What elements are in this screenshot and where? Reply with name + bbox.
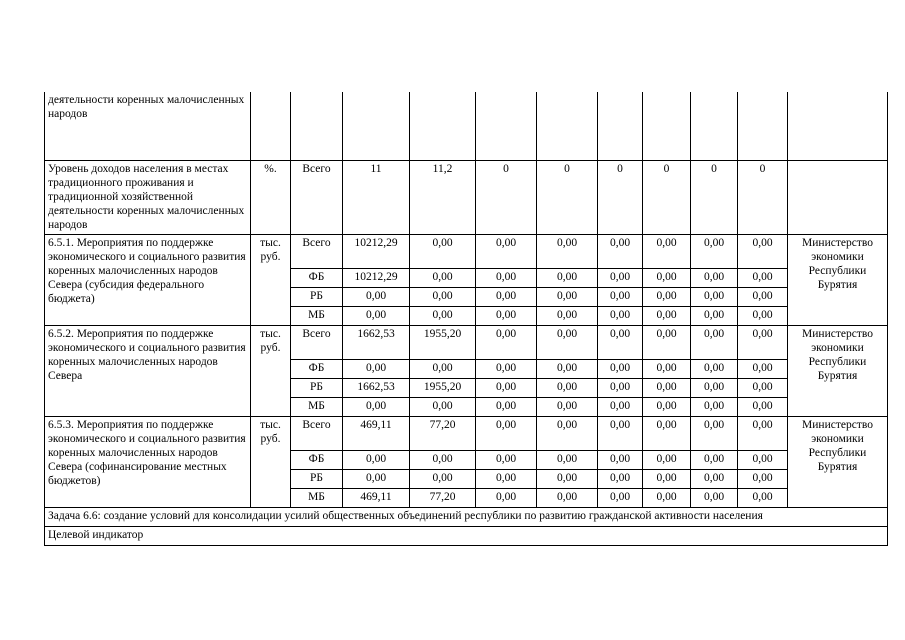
measure-value: 1955,20 — [410, 378, 476, 397]
funding-source: Всего — [291, 416, 343, 450]
measure-value: 0,00 — [598, 469, 643, 488]
indicator-value: 11,2 — [410, 160, 476, 234]
measure-value: 1662,53 — [343, 378, 410, 397]
measure-value: 469,11 — [343, 416, 410, 450]
measure-value: 0,00 — [598, 378, 643, 397]
measure-value: 0,00 — [537, 268, 598, 287]
measure-name: 6.5.3. Мероприятия по поддержке экономического и социального развития коренных малочисленных народов Севера (софинансирование местных бюджетов) — [45, 416, 251, 507]
measure-value: 0,00 — [643, 378, 691, 397]
measure-value: 0,00 — [691, 234, 738, 268]
measure-value: 0,00 — [598, 287, 643, 306]
funding-source: РБ — [291, 287, 343, 306]
measure-value: 0,00 — [476, 416, 537, 450]
measure-value: 0,00 — [738, 306, 788, 325]
measure-value: 0,00 — [691, 325, 738, 359]
measure-value: 0,00 — [643, 450, 691, 469]
measure-value: 0,00 — [738, 488, 788, 507]
measure-value: 0,00 — [598, 397, 643, 416]
measure-value: 10212,29 — [343, 268, 410, 287]
indicator-source: Всего — [291, 160, 343, 234]
measure-value: 0,00 — [343, 397, 410, 416]
measure-value: 0,00 — [537, 488, 598, 507]
indicator-name: Уровень доходов населения в местах традиционного проживания и традиционной хозяйственной деятельности коренных малочисленных народов — [45, 160, 251, 234]
measure-value: 0,00 — [476, 488, 537, 507]
measure-value: 0,00 — [691, 378, 738, 397]
measure-value: 0,00 — [643, 488, 691, 507]
measure-value: 0,00 — [537, 325, 598, 359]
measure-value: 77,20 — [410, 416, 476, 450]
measure-value: 0,00 — [537, 416, 598, 450]
measure-value: 0,00 — [691, 397, 738, 416]
funding-source: Всего — [291, 234, 343, 268]
measure-value: 77,20 — [410, 488, 476, 507]
measure-value: 0,00 — [738, 450, 788, 469]
measure-value: 0,00 — [643, 234, 691, 268]
measure-value: 0,00 — [643, 397, 691, 416]
measure-value: 0,00 — [476, 378, 537, 397]
measure-value: 469,11 — [343, 488, 410, 507]
measure-value: 0,00 — [691, 268, 738, 287]
measure-value: 0,00 — [537, 378, 598, 397]
measure-value: 0,00 — [738, 325, 788, 359]
measure-value: 0,00 — [537, 397, 598, 416]
measure-value: 0,00 — [343, 306, 410, 325]
measure-value: 10212,29 — [343, 234, 410, 268]
program-table — [44, 92, 888, 546]
measure-value: 0,00 — [598, 234, 643, 268]
measure-value: 0,00 — [691, 488, 738, 507]
indicator-value: 0 — [691, 160, 738, 234]
measure-value: 0,00 — [738, 416, 788, 450]
continuation-name: деятельности коренных малочисленных народов — [45, 92, 251, 160]
indicator-value: 0 — [643, 160, 691, 234]
measure-value: 0,00 — [738, 397, 788, 416]
funding-source: РБ — [291, 469, 343, 488]
measure-value: 0,00 — [643, 416, 691, 450]
measure-name: 6.5.2. Мероприятия по поддержке экономического и социального развития коренных малочисленных народов Севера — [45, 325, 251, 416]
measure-value: 0,00 — [476, 234, 537, 268]
measure-value: 0,00 — [410, 469, 476, 488]
measure-value: 0,00 — [410, 359, 476, 378]
indicator-value: 0 — [598, 160, 643, 234]
indicator-value: 0 — [537, 160, 598, 234]
measure-value: 0,00 — [738, 359, 788, 378]
measure-value: 0,00 — [643, 359, 691, 378]
measure-value: 0,00 — [343, 469, 410, 488]
task-row — [45, 507, 888, 526]
measure-value: 0,00 — [410, 234, 476, 268]
measure-row — [45, 234, 888, 268]
measure-value: 0,00 — [691, 450, 738, 469]
measure-value: 0,00 — [410, 397, 476, 416]
funding-source: РБ — [291, 378, 343, 397]
measure-value: 0,00 — [691, 306, 738, 325]
measure-name: 6.5.1. Мероприятия по поддержке экономического и социального развития коренных малочисленных народов Севера (субсидия федерального бюджета) — [45, 234, 251, 325]
measure-value: 0,00 — [598, 450, 643, 469]
measure-value: 0,00 — [476, 287, 537, 306]
continuation-row — [45, 92, 888, 160]
measure-value: 1662,53 — [343, 325, 410, 359]
measure-value: 0,00 — [410, 268, 476, 287]
funding-source: Всего — [291, 325, 343, 359]
measure-value: 0,00 — [410, 306, 476, 325]
measure-value: 0,00 — [476, 397, 537, 416]
measure-unit: тыс. руб. — [251, 416, 291, 507]
measure-value: 0,00 — [643, 306, 691, 325]
measure-unit: тыс. руб. — [251, 234, 291, 325]
measure-value: 0,00 — [643, 268, 691, 287]
funding-source: МБ — [291, 306, 343, 325]
measure-value: 0,00 — [476, 306, 537, 325]
measure-value: 0,00 — [537, 306, 598, 325]
target-indicator-row-text: Целевой индикатор — [45, 526, 888, 545]
measure-value: 0,00 — [476, 359, 537, 378]
measure-value: 0,00 — [643, 469, 691, 488]
measure-value: 0,00 — [343, 359, 410, 378]
measure-value: 0,00 — [738, 268, 788, 287]
measure-value: 0,00 — [643, 325, 691, 359]
measure-value: 0,00 — [476, 469, 537, 488]
measure-value: 0,00 — [410, 287, 476, 306]
responsible-org: Министерство экономики Республики Бурятия — [788, 416, 888, 507]
measure-row — [45, 416, 888, 450]
indicator-value: 0 — [476, 160, 537, 234]
indicator-unit: %. — [251, 160, 291, 234]
funding-source: ФБ — [291, 450, 343, 469]
measure-value: 0,00 — [691, 287, 738, 306]
measure-value: 0,00 — [343, 287, 410, 306]
measure-value: 0,00 — [476, 268, 537, 287]
measure-value: 0,00 — [343, 450, 410, 469]
funding-source: МБ — [291, 397, 343, 416]
measure-value: 0,00 — [738, 234, 788, 268]
measure-value: 0,00 — [537, 450, 598, 469]
measure-value: 0,00 — [738, 469, 788, 488]
indicator-value: 0 — [738, 160, 788, 234]
measure-value: 0,00 — [598, 488, 643, 507]
indicator-row — [45, 160, 888, 234]
measure-value: 1955,20 — [410, 325, 476, 359]
measure-value: 0,00 — [598, 359, 643, 378]
measure-value: 0,00 — [537, 234, 598, 268]
measure-value: 0,00 — [537, 359, 598, 378]
measure-value: 0,00 — [598, 268, 643, 287]
measure-value: 0,00 — [691, 359, 738, 378]
funding-source: МБ — [291, 488, 343, 507]
measure-value: 0,00 — [738, 287, 788, 306]
responsible-org: Министерство экономики Республики Бурятия — [788, 325, 888, 416]
measure-value: 0,00 — [476, 325, 537, 359]
responsible-org: Министерство экономики Республики Бурятия — [788, 234, 888, 325]
indicator-value: 11 — [343, 160, 410, 234]
measure-value: 0,00 — [691, 469, 738, 488]
measure-value: 0,00 — [598, 416, 643, 450]
measure-value: 0,00 — [691, 416, 738, 450]
measure-value: 0,00 — [537, 287, 598, 306]
measure-row — [45, 325, 888, 359]
task-row-text: Задача 6.6: создание условий для консолидации усилий общественных объединений республики по развитию гражданской активности населения — [45, 507, 888, 526]
target-indicator-row — [45, 526, 888, 545]
measure-value: 0,00 — [410, 450, 476, 469]
measure-value: 0,00 — [537, 469, 598, 488]
measure-value: 0,00 — [738, 378, 788, 397]
measure-value: 0,00 — [598, 306, 643, 325]
measure-value: 0,00 — [476, 450, 537, 469]
measure-unit: тыс. руб. — [251, 325, 291, 416]
measure-value: 0,00 — [643, 287, 691, 306]
funding-source: ФБ — [291, 268, 343, 287]
funding-source: ФБ — [291, 359, 343, 378]
measure-value: 0,00 — [598, 325, 643, 359]
